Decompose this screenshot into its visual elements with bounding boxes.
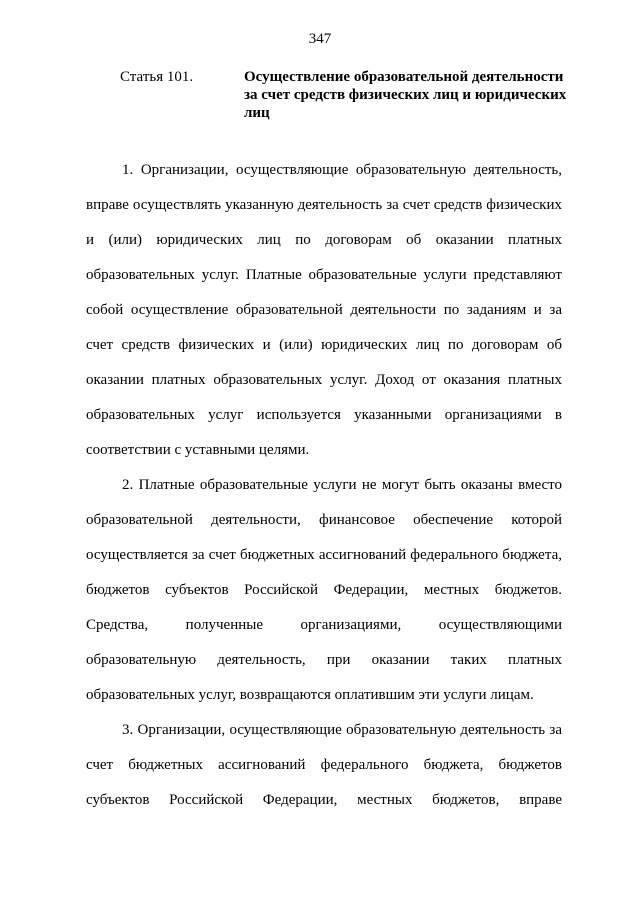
paragraph-1: 1. Организации, осуществляющие образовательную деятельность, вправе осуществлять указанную деятельность за счет средств физических и (или) юридических лиц по договорам об оказании платных образовательных услуг. Платные образовательные услуги представляют собой осуществление образовательной деятельности по заданиям и за счет средств физических и (или) юридических лиц по договорам об оказании платных образовательных услуг. Доход от оказания платных образовательных услуг используется указанными организациями в соответствии с уставными целями.	[86, 162, 562, 458]
article-body	[86, 153, 562, 818]
paragraph-3: 3. Организации, осуществляющие образовательную деятельность за счет бюджетных ассигнований федерального бюджета, бюджетов субъектов Российской Федерации, местных бюджетов, вправе	[86, 722, 562, 808]
page-number: 347	[308, 31, 332, 47]
paragraph-2: 2. Платные образовательные услуги не могут быть оказаны вместо образовательной деятельности, финансовое обеспечение которой осуществляется за счет бюджетных ассигнований федерального бюджета, бюджетов субъектов Российской Федерации, местных бюджетов. Средства, полученные организациями, осуществляющими образовательную деятельность, при оказании таких платных образовательных услуг, возвращаются оплатившим эти услуги лицам.	[86, 477, 562, 703]
article-title: Осуществление образовательной деятельности за счет средств физических лиц и юридических лиц	[244, 69, 567, 121]
article-label: Статья 101.	[120, 69, 194, 85]
